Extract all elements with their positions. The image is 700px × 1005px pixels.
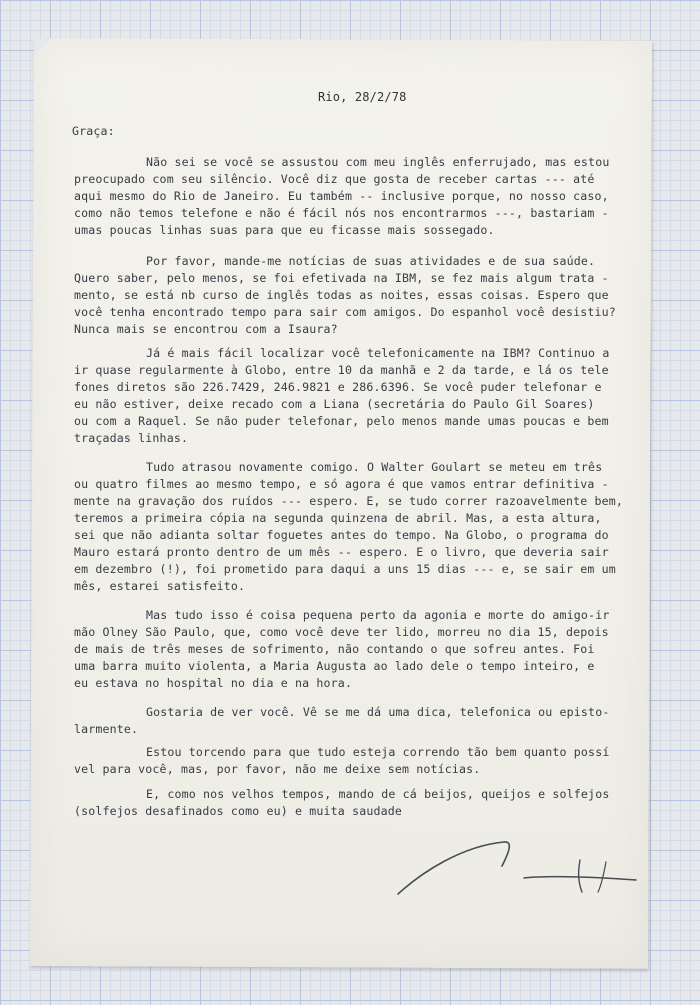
letter-line: ou com a Raquel. Se não puder telefonar, pelo menos mande umas poucas e bem	[74, 414, 609, 428]
letter-line: Mas tudo isso é coisa pequena perto da agonia e morte do amigo-ir	[146, 608, 610, 622]
letter-line: larmente.	[74, 722, 139, 736]
letter-line: teremos a primeira cópia na segunda quinzena de abril. Mas, a esta altura,	[74, 511, 602, 525]
letter-line: Quero saber, pelo menos, se foi efetivada na IBM, se fez mais algum trata -	[74, 271, 609, 285]
letter-line: fones diretos são 226.7429, 246.9821 e 286.6396. Se você puder telefonar e	[74, 380, 602, 394]
letter-line: sei que não adianta soltar foguetes antes do tempo. Na Globo, o programa do	[74, 528, 609, 542]
letter-line: mão Olney São Paulo, que, como você deve ter lido, morreu no dia 15, depois	[74, 625, 609, 639]
letter-line: mento, se está nb curso de inglês todas as noites, essas coisas. Espero que	[74, 288, 609, 302]
letter-line: preocupado com seu silêncio. Você diz que gosta de receber cartas --- até	[74, 172, 595, 186]
letter-line: uma barra muito violenta, a Maria Augusta ao lado dele o tempo inteiro, e	[74, 659, 595, 673]
letter-date: Rio, 28/2/78	[318, 90, 407, 104]
letter-line: Mauro estará pronto dentro de um mês -- espero. E o livro, que deveria sair	[74, 545, 609, 559]
letter-line: de mais de três meses de sofrimento, não contando o que sofreu antes. Foi	[74, 642, 595, 656]
letter-line: ou quatro filmes ao mesmo tempo, e só agora é que vamos entrar definitiva -	[74, 477, 609, 491]
letter-line: Estou torcendo para que tudo esteja correndo tão bem quanto possí	[146, 745, 610, 759]
letter-line: você tenha encontrado tempo para sair com amigos. Do espanhol você desistiu?	[74, 305, 616, 319]
salutation: Graça:	[72, 124, 115, 138]
letter-line: Já é mais fácil localizar você telefonicamente na IBM? Continuo a	[146, 346, 610, 360]
letter-line: aqui mesmo do Rio de Janeiro. Eu também -- inclusive porque, no nosso caso,	[74, 189, 609, 203]
letter-line: Tudo atrasou novamente comigo. O Walter Goulart se meteu em três	[146, 460, 603, 474]
letter-line: ir quase regularmente à Globo, entre 10 da manhã e 2 da tarde, e lá os tele	[74, 363, 609, 377]
letter-line: mente na gravação dos ruídos --- espero. E, se tudo correr razoavelmente bem,	[74, 494, 624, 508]
letter-line: (solfejos desafinados como eu) e muita saudade	[74, 804, 402, 818]
letter-line: traçadas linhas.	[74, 431, 189, 445]
letter-line: E, como nos velhos tempos, mando de cá beijos, queijos e solfejos	[146, 787, 610, 801]
letter-line: Gostaria de ver você. Vê se me dá uma dica, telefonica ou episto-	[146, 705, 610, 719]
letter-line: Por favor, mande-me notícias de suas atividades e de sua saúde.	[146, 254, 596, 268]
letter-line: umas poucas linhas suas para que eu ficasse mais sossegado.	[74, 223, 495, 237]
letter-line: Nunca mais se encontrou com a Isaura?	[74, 322, 338, 336]
letter-line: como não temos telefone e não é fácil nós nos encontrarmos ---, bastariam -	[74, 206, 609, 220]
letter-line: Não sei se você se assustou com meu inglês enferrujado, mas estou	[146, 155, 610, 169]
letter-line: em dezembro (!), foi prometido para daqui a uns 15 dias --- e, se sair em um	[74, 562, 616, 576]
letter-line: mês, estarei satisfeito.	[74, 579, 246, 593]
handwritten-signature	[392, 832, 644, 902]
letter-line: eu estava no hospital no dia e na hora.	[74, 676, 353, 690]
letter-line: eu não estiver, deixe recado com a Liana (secretária do Paulo Gil Soares)	[74, 397, 595, 411]
letter-line: vel para você, mas, por favor, não me deixe sem notícias.	[74, 762, 481, 776]
